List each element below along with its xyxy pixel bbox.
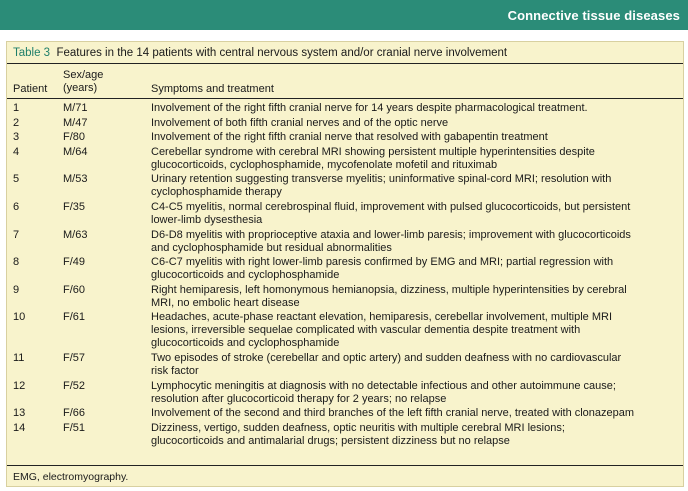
table-top-rule (7, 63, 683, 64)
cell-symptoms (151, 256, 675, 282)
cell-patient: 6 (13, 200, 20, 213)
table-row (7, 117, 683, 130)
table-row (7, 146, 683, 172)
cell-patient: 3 (13, 131, 20, 144)
column-header-sex-age (63, 69, 103, 95)
cell-symptoms-line: resolution after glucocorticoid therapy for 2 years; no relapse (151, 392, 447, 405)
cell-symptoms-line: Involvement of the second and third branches of the left fifth cranial nerve, treated with clonazepam (151, 407, 635, 420)
cell-sex-age: F/51 (63, 421, 86, 434)
table-caption (13, 47, 507, 60)
table-header-rule (7, 98, 683, 99)
cell-sex-age: F/35 (63, 200, 86, 213)
column-header-sex-age-line1: Sex/age (63, 69, 104, 81)
table-body (7, 102, 683, 449)
table-row (7, 407, 683, 420)
cell-symptoms-line: Right hemiparesis, left homonymous hemianopsia, dizziness, multiple hyperintensities by cerebral (151, 283, 627, 296)
cell-patient: 2 (13, 116, 20, 129)
cell-patient: 5 (13, 173, 20, 186)
cell-patient: 11 (13, 351, 25, 364)
cell-symptoms-line: risk factor (151, 364, 199, 377)
cell-patient: 4 (13, 145, 20, 158)
cell-patient: 7 (13, 228, 20, 241)
cell-symptoms-line: and cyclophosphamide but residual abnormalities (151, 241, 392, 254)
cell-symptoms-line: glucocorticoids, cyclophosphamide, mycofenolate mofetil and rituximab (151, 158, 498, 171)
column-header-patient: Patient (13, 83, 48, 95)
cell-symptoms (151, 380, 675, 406)
cell-symptoms (151, 407, 675, 420)
cell-symptoms-line: glucocorticoids and cyclophosphamide (151, 269, 340, 282)
cell-symptoms (151, 229, 675, 255)
table-panel (6, 41, 684, 487)
cell-symptoms (151, 311, 675, 350)
cell-patient: 8 (13, 256, 20, 269)
table-row (7, 284, 683, 310)
cell-symptoms (151, 201, 675, 227)
section-title: Connective tissue diseases (507, 7, 680, 23)
table-row (7, 422, 683, 448)
cell-symptoms-line: glucocorticoids and cyclophosphamide (151, 337, 340, 350)
cell-symptoms-line: C4-C5 myelitis, normal cerebrospinal fluid, improvement with pulsed glucocorticoids, but persistent (151, 200, 631, 213)
cell-sex-age: F/61 (63, 311, 86, 324)
cell-symptoms-line: Two episodes of stroke (cerebellar and optic artery) and sudden deafness with no cardiovascular (151, 351, 622, 364)
cell-patient: 14 (13, 421, 26, 434)
table-row (7, 380, 683, 406)
table-row (7, 352, 683, 378)
cell-symptoms-line: lower-limb dysesthesia (151, 213, 263, 226)
cell-sex-age: F/80 (63, 131, 86, 144)
cell-sex-age: M/63 (63, 228, 88, 241)
cell-symptoms-line: Dizziness, vertigo, sudden deafness, optic neuritis with multiple cerebral MRI lesions; (151, 421, 565, 434)
cell-symptoms-line: Lymphocytic meningitis at diagnosis with no detectable infectious and other autoimmune cause; (151, 379, 616, 392)
cell-symptoms-line: cyclophosphamide therapy (151, 186, 282, 199)
cell-symptoms-line: Urinary retention suggesting transverse myelitis; uninformative spinal-cord MRI; resolution with (151, 173, 612, 186)
cell-sex-age: F/57 (63, 351, 86, 364)
cell-patient: 9 (13, 283, 20, 296)
table-row (7, 173, 683, 199)
cell-sex-age: F/49 (63, 256, 86, 269)
cell-sex-age: F/66 (63, 407, 86, 420)
cell-symptoms-line: Involvement of the right fifth cranial nerve that resolved with gabapentin treatment (151, 131, 548, 144)
cell-symptoms (151, 352, 675, 378)
cell-sex-age: M/64 (63, 145, 88, 158)
table-caption-text: Features in the 14 patients with central nervous system and/or cranial nerve involvement (56, 47, 508, 59)
cell-patient: 10 (13, 311, 26, 324)
cell-symptoms-line: MRI, no embolic heart disease (151, 296, 300, 309)
cell-symptoms (151, 173, 675, 199)
table-row (7, 229, 683, 255)
cell-sex-age: M/71 (63, 102, 88, 114)
cell-symptoms (151, 422, 675, 448)
cell-patient: 1 (13, 102, 20, 114)
cell-symptoms (151, 117, 675, 130)
cell-sex-age: F/52 (63, 379, 86, 392)
column-header-sex-age-line2: (years) (63, 82, 98, 94)
table-bottom-rule (7, 465, 683, 466)
table-row (7, 201, 683, 227)
table-caption-label: Table 3 (13, 47, 51, 59)
cell-symptoms-line: C6-C7 myelitis with right lower-limb paresis confirmed by EMG and MRI; partial regression with (151, 256, 614, 269)
cell-patient: 12 (13, 379, 26, 392)
table-row (7, 256, 683, 282)
cell-sex-age: M/47 (63, 116, 88, 129)
cell-symptoms (151, 146, 675, 172)
cell-patient: 13 (13, 407, 26, 420)
cell-symptoms-line: Headaches, acute-phase reactant elevation, hemiparesis, cerebellar involvement, multiple MRI (151, 311, 613, 324)
cell-symptoms (151, 102, 675, 115)
table-row (7, 102, 683, 115)
table-row (7, 131, 683, 144)
cell-symptoms (151, 284, 675, 310)
section-header-bar (0, 0, 688, 30)
cell-sex-age: M/53 (63, 173, 88, 186)
cell-symptoms-line: lesions, irreversible sequelae complicated with vascular dementia despite treatment with (151, 324, 581, 337)
cell-symptoms-line: Involvement of the right fifth cranial nerve for 14 years despite pharmacological treatment. (151, 102, 588, 114)
cell-symptoms-line: D6-D8 myelitis with proprioceptive ataxia and lower-limb paresis; improvement with glucocorticoids (151, 228, 631, 241)
cell-symptoms-line: glucocorticoids and antimalarial drugs; persistent dizziness but no relapse (151, 434, 510, 447)
cell-symptoms-line: Cerebellar syndrome with cerebral MRI showing persistent multiple hyperintensities despite (151, 145, 595, 158)
table-footnote: EMG, electromyography. (13, 471, 129, 483)
cell-symptoms-line: Involvement of both fifth cranial nerves and of the optic nerve (151, 116, 449, 129)
cell-symptoms (151, 131, 675, 144)
column-header-symptoms: Symptoms and treatment (151, 83, 274, 95)
table-row (7, 311, 683, 350)
cell-sex-age: F/60 (63, 283, 86, 296)
